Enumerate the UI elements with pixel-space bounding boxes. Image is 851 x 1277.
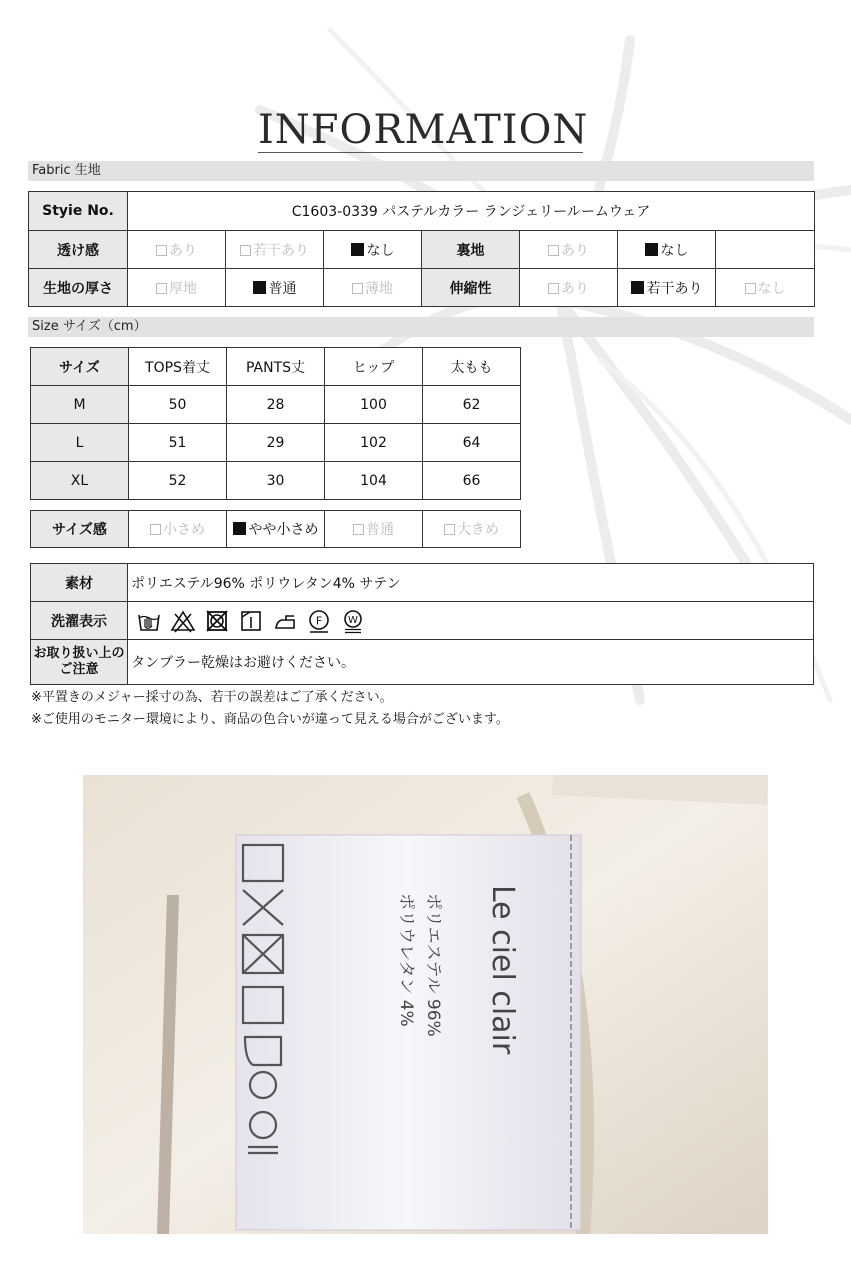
size-cell: 51: [129, 424, 227, 462]
size-cell: 66: [423, 462, 521, 500]
size-cell: 28: [227, 386, 325, 424]
sheer-option-none: なし: [324, 231, 422, 269]
table-row: [31, 386, 521, 424]
svg-text:W: W: [348, 614, 358, 626]
stretch-option-slight: 若干あり: [618, 269, 716, 307]
size-header-hip: ヒップ: [325, 348, 423, 386]
fit-table: [30, 510, 521, 548]
dry-clean-f-icon: [306, 608, 332, 634]
washing-icons-cell: [128, 602, 814, 640]
fit-label: サイズ感: [31, 511, 129, 548]
care-value: タンブラー乾燥はお避けください。: [128, 640, 814, 685]
size-cell: 104: [325, 462, 423, 500]
size-cell: 100: [325, 386, 423, 424]
table-row: [31, 462, 521, 500]
iron-low-icon: [272, 608, 298, 634]
tag-polyester-text: ポリエステル 96%: [423, 893, 443, 1037]
material-table: [30, 563, 814, 685]
lining-label: 裏地: [422, 231, 520, 269]
material-label: 素材: [31, 564, 128, 602]
lining-option-yes: あり: [520, 231, 618, 269]
fit-option-small: 小さめ: [129, 511, 227, 548]
sheer-option-slight: 若干あり: [226, 231, 324, 269]
size-cell: 64: [423, 424, 521, 462]
fabric-section-header: Fabric 生地: [28, 161, 814, 181]
size-cell: 29: [227, 424, 325, 462]
thickness-option-thick: 厚地: [128, 269, 226, 307]
fit-option-normal: 普通: [325, 511, 423, 548]
wet-clean-w-icon: [340, 608, 366, 634]
thickness-label: 生地の厚さ: [29, 269, 128, 307]
material-value: ポリエステル96% ポリウレタン4% サテン: [128, 564, 814, 602]
page-title: INFORMATION: [258, 107, 589, 153]
sheer-option-yes: あり: [128, 231, 226, 269]
size-table: [30, 347, 521, 500]
stretch-option-yes: あり: [520, 269, 618, 307]
lining-empty-cell: [716, 231, 815, 269]
no-bleach-icon: [170, 608, 196, 634]
measurement-note: ※平置きのメジャー採寸の為、若干の誤差はご了承ください。: [31, 690, 393, 705]
style-no-label: Styie No.: [29, 192, 128, 231]
size-header-pants: PANTS丈: [227, 348, 325, 386]
stretch-option-none: なし: [716, 269, 815, 307]
size-cell: 62: [423, 386, 521, 424]
tag-brand-text: Le ciel clair: [485, 885, 520, 1055]
stretch-label: 伸縮性: [422, 269, 520, 307]
fabric-table: [28, 191, 815, 307]
thickness-option-normal: 普通: [226, 269, 324, 307]
color-note: ※ご使用のモニター環境により、商品の色合いが違って見える場合がございます。: [31, 712, 509, 727]
table-row: [31, 424, 521, 462]
lining-option-none: なし: [618, 231, 716, 269]
line-dry-icon: [238, 608, 264, 634]
care-label-photo: [83, 775, 768, 1234]
hand-wash-icon: [136, 608, 162, 634]
sheer-label: 透け感: [29, 231, 128, 269]
size-cell: XL: [31, 462, 129, 500]
care-label: お取り扱い上のご注意: [31, 640, 128, 685]
size-cell: 102: [325, 424, 423, 462]
washing-label: 洗濯表示: [31, 602, 128, 640]
size-cell: M: [31, 386, 129, 424]
size-cell: L: [31, 424, 129, 462]
size-header-size: サイズ: [31, 348, 129, 386]
fit-option-large: 大きめ: [423, 511, 521, 548]
size-cell: 50: [129, 386, 227, 424]
thickness-option-thin: 薄地: [324, 269, 422, 307]
svg-text:F: F: [315, 614, 323, 627]
style-no-value: C1603-0339 パステルカラー ランジェリールームウェア: [128, 192, 815, 231]
no-tumble-dry-icon: [204, 608, 230, 634]
fit-option-slightly-small: やや小さめ: [227, 511, 325, 548]
tag-polyurethane-text: ポリウレタン 4%: [396, 893, 416, 1027]
care-label-photo-graphic: [83, 775, 768, 1234]
size-section-header: Size サイズ（cm）: [28, 317, 814, 337]
size-header-thigh: 太もも: [423, 348, 521, 386]
size-header-tops: TOPS着丈: [129, 348, 227, 386]
size-cell: 30: [227, 462, 325, 500]
size-cell: 52: [129, 462, 227, 500]
